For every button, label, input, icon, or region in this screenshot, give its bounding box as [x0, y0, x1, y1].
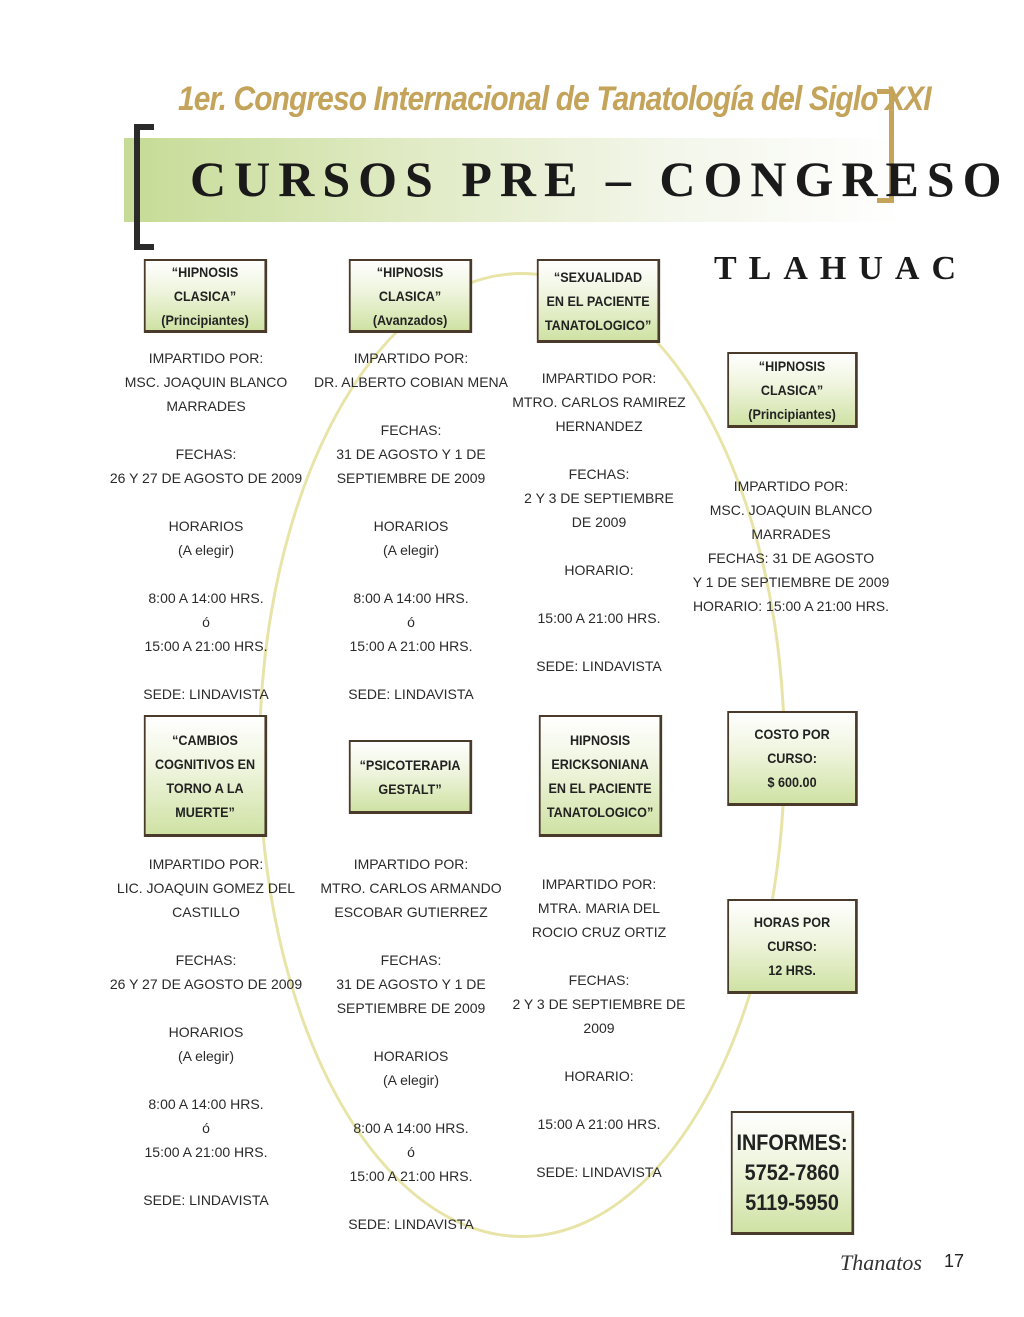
page-number: 17: [944, 1251, 965, 1271]
course-title-box: “SEXUALIDAD EN EL PACIENTE TANATOLOGICO”: [537, 259, 660, 343]
course-details: IMPARTIDO POR: MSC. JOAQUIN BLANCO MARRADES FECHAS: 31 DE AGOSTO Y 1 DE SEPTIEMBRE DE 2009 HORARIO: 15:00 A 21:00 HRS.: [692, 478, 890, 614]
course-details: IMPARTIDO POR: MTRO. CARLOS RAMIREZ HERNANDEZ FECHAS: 2 Y 3 DE SEPTIEMBRE DE 2009 HORARIO: 15:00 A 21:00 HRS. SEDE: LINDAVISTA: [512, 370, 686, 674]
cost-box: COSTO POR CURSO: $ 600.00: [727, 711, 858, 806]
footer-brand: Thanatos: [840, 1250, 922, 1275]
contact-box: INFORMES: 5752-7860 5119-5950: [731, 1111, 854, 1235]
course-details: IMPARTIDO POR: MTRA. MARIA DEL ROCIO CRUZ ORTIZ FECHAS: 2 Y 3 DE SEPTIEMBRE DE 2009 HORARIO: 15:00 A 21:00 HRS. SEDE: LINDAVISTA: [512, 876, 686, 1180]
course-title-box: “CAMBIOS COGNITIVOS EN TORNO A LA MUERTE”: [144, 715, 267, 837]
course-details: IMPARTIDO POR: LIC. JOAQUIN GOMEZ DEL CASTILLO FECHAS: 26 Y 27 DE AGOSTO DE 2009 HORARIOS (A elegir) 8:00 A 14:00 HRS. ó 15:00 A 21:00 HRS. SEDE: LINDAVISTA: [109, 856, 303, 1208]
page-title: CURSOS PRE – CONGRESO: [190, 151, 1010, 207]
course-title-box: “PSICOTERAPIA GESTALT”: [349, 740, 472, 814]
course-title-box: “HIPNOSIS CLASICA” (Principiantes): [727, 352, 858, 428]
course-title-box: “HIPNOSIS CLASICA” (Avanzados): [349, 259, 472, 333]
left-bracket-decoration: [134, 124, 154, 250]
course-details: IMPARTIDO POR: MTRO. CARLOS ARMANDO ESCOBAR GUTIERREZ FECHAS: 31 DE AGOSTO Y 1 DE SEPTIEMBRE DE 2009 HORARIOS (A elegir) 8:00 A 14:00 HRS. ó 15:00 A 21:00 HRS. SEDE: LINDAVISTA: [320, 856, 502, 1232]
course-details: IMPARTIDO POR: DR. ALBERTO COBIAN MENA FECHAS: 31 DE AGOSTO Y 1 DE SEPTIEMBRE DE 2009 HORARIOS (A elegir) 8:00 A 14:00 HRS. ó 15:00 A 21:00 HRS. SEDE: LINDAVISTA: [314, 350, 508, 702]
congress-title: 1er. Congreso Internacional de Tanatología del Siglo XXI: [178, 80, 931, 118]
course-title-box: HIPNOSIS ERICKSONIANA EN EL PACIENTE TANATOLOGICO”: [539, 715, 662, 837]
hours-box: HORAS POR CURSO: 12 HRS.: [727, 899, 858, 994]
course-details: IMPARTIDO POR: MSC. JOAQUIN BLANCO MARRADES FECHAS: 26 Y 27 DE AGOSTO DE 2009 HORARIOS (A elegir) 8:00 A 14:00 HRS. ó 15:00 A 21:00 HRS. SEDE: LINDAVISTA: [109, 350, 303, 702]
course-title-box: “HIPNOSIS CLASICA” (Principiantes): [144, 259, 267, 333]
location-heading: TLAHUAC: [714, 250, 969, 287]
